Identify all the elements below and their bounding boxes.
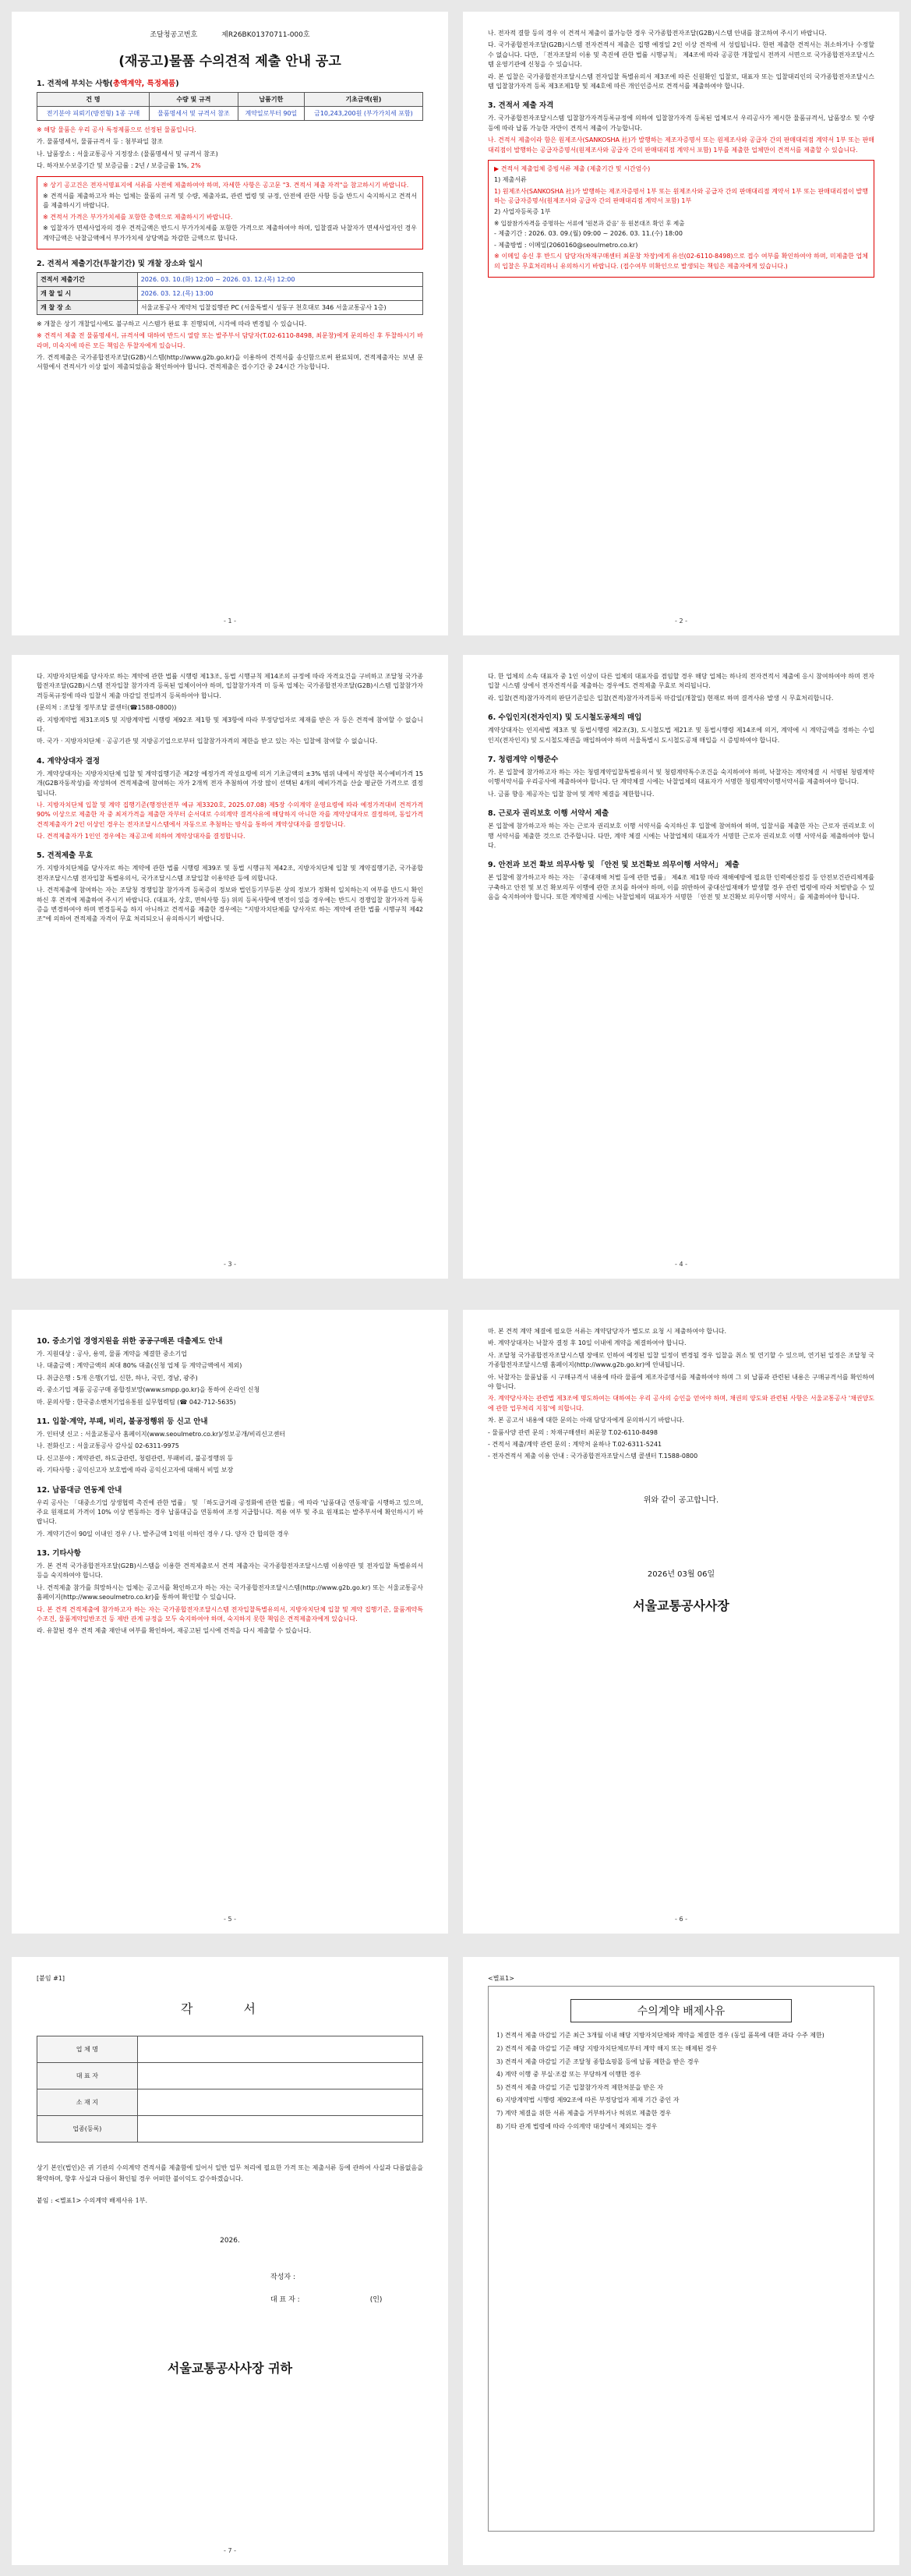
- appendix-label: <별표1>: [488, 1975, 514, 1982]
- list-item: 가. 본 견적 국가종합전자조달(G2B)시스템을 이용한 견적제출로서 견적 제출자는 국가종합전자조달시스템 이용약관 및 전자입찰 특별유의서 등을 숙지하여야 합니다.: [37, 1562, 423, 1580]
- special-item-note: ※ 해당 물품은 우리 공사 특정제품으로 선정된 물품입니다.: [37, 126, 196, 133]
- col-deadline: 납품기한: [238, 93, 304, 107]
- list-item: 다. 취급은행 : 5개 은행(기업, 신한, 하나, 국민, 경남, 광주): [37, 1374, 198, 1382]
- list-item: 다. 신고분야 : 계약관련, 하도급관련, 청렴관련, 부패비리, 불공정행위 등: [37, 1454, 234, 1462]
- section-5-heading: 5. 견적제출 무효: [37, 851, 93, 861]
- list-item: 가. 지원대상 : 공사, 용역, 물품 계약을 체결한 중소기업: [37, 1350, 187, 1357]
- list-item: 나. 견적제출에 참여하는 자는 조달청 경쟁입찰 참가자격 등록증의 정보와 법인등기부등본 상의 정보가 정확히 일치하는지 여부를 반드시 확인하신 후 견적에 제출하여 주시기 바랍니다. (대표자, 상호, 면허사항 등) 위의 등록사항에 변경이 있을 경우에는 반드시 경쟁입찰 참가자격 등록증을 변경하여야 하며 변경등록을 하지 아니하고 견적서를 제출한 경우에는 "지방자치단체를 당사자로 하는 계약에 관한 법률 시행규칙 제42조"에 의하여 견적제출 자격이 무효 처리되오니 유의하시기 바랍니다.: [37, 886, 423, 923]
- page-number: - 1 -: [224, 617, 236, 625]
- col-name: 건 명: [37, 93, 150, 107]
- appendix-title: 수의계약 배제사유: [570, 1999, 792, 2022]
- rep-line: [37, 2294, 423, 2304]
- list-item: 라. 입찰(견적)참가자격의 판단기준일은 입찰(견적)참가자격등록 마감일(개찰일) 현재로 하며 결격사유 발생 시 무효처리합니다.: [488, 694, 834, 702]
- list-item: 사. 조달청 국가종합전자조달시스템 장애로 인하여 예정된 입찰 일정이 변경될 경우 입찰을 취소 및 연기할 수 있으며, 연기된 일정은 조달청 국가종합전자조달시스템 홈페이지(http://www.g2b.go.kr)에 안내됩니다.: [488, 1351, 874, 1369]
- list-item: 라. 유찰된 경우 견적 제출 재안내 여부를 확인하여, 재공고된 일시에 견적을 다시 제출할 수 있습니다.: [37, 1627, 312, 1635]
- list-item: 라. 중소기업 제품 공공구매 종합정보망(www.smpp.go.kr)을 통하여 온라인 신청: [37, 1386, 260, 1394]
- document-page-7: [12, 1957, 448, 2565]
- seal-label: (인): [369, 2296, 383, 2305]
- schedule-label: 견적서 제출기간: [37, 272, 138, 286]
- list-item: ※ 개찰은 상기 개찰일시에도 불구하고 시스템가 완료 후 진행되며, 시각에 따라 변경될 수 있습니다.: [37, 320, 307, 327]
- notice-number: 제R26BK01370711-000호: [221, 31, 310, 39]
- form-field[interactable]: [137, 2036, 422, 2063]
- contact-line: - 전자견적서 제출 이용 안내 : 국가종합전자조달시스템 콜센터 T.1588-0800: [488, 1453, 698, 1460]
- section-3-heading: 3. 견적서 제출 자격: [488, 101, 554, 111]
- list-item: 다. 국가종합전자조달(G2B)시스템 전자견적서 제출은 집행 예정일 2인 이상 견적에 서 성립됩니다. 한편 제출한 견적서는 취소하거나 수정할 수 없습니다. 다만, 「전자조달의 이용 및 촉진에 관한 법률 시행규칙」 제4조에 따라 공공한 개찰일시 전까지 서면으로 국가종합전자조달시스템 운영기관에 신청을 수 있습니다.: [488, 41, 874, 69]
- cell-price: 금10,243,200원 (부가가치세 포함): [304, 107, 422, 121]
- cell-name: 전기분야 피뢰기(방전형) 1종 구매: [37, 107, 150, 121]
- document-page-5: [12, 1310, 448, 1934]
- list-item: 다. 견적제출자가 1인인 경우에는 재공고에 의하여 계약상대자를 결정합니다.: [37, 833, 245, 840]
- heading-red-text: 총액계약, 특정제품: [112, 80, 176, 88]
- notice-box: [37, 176, 423, 249]
- cell-deadline: 계약일로부터 90일: [238, 107, 304, 121]
- signature-name: 서울교통공사사장: [633, 1598, 729, 1613]
- list-item: ※ 견적서 제출 전 물품명세서, 규격서에 대하여 반드시 열람 또는 발주부서 담당자(T.02-6110-8498, 최문창)에게 문의하신 후 투찰하시기 바라며, 미숙지에 따른 모든 책임은 투찰자에게 있습니다.: [37, 332, 423, 349]
- page-number: - 4 -: [675, 1261, 687, 1268]
- appendix-item: 2) 견적서 제출 마감일 기준 해당 지방자치단체로부터 계약 해지 또는 해제된 경우: [496, 2044, 718, 2052]
- scanned-appendix: [488, 1986, 874, 2532]
- item-table: [37, 92, 423, 121]
- list-item: 나. 금품 향응 제공자는 입찰 참여 및 계약 체결을 제한합니다.: [488, 790, 655, 798]
- box-line: - 제출방법 : 이메일(2060160@seoulmetro.co.kr): [494, 241, 638, 249]
- list-item-text: 다. 하자보수보증기간 및 보증금률 : 2년 / 보증금률 1%: [37, 162, 187, 170]
- box-title: ▶ 견적서 제출업체 증빙서류 제출 (제출기간 및 시간엄수): [494, 165, 651, 172]
- document-page-8: [463, 1957, 899, 2565]
- section-1-heading: [37, 77, 423, 88]
- list-item: 다. 지방자치단체를 당사자로 하는 계약에 관한 법률 시행령 제13조, 동법 시행규칙 제14조의 규정에 따라 자격요건을 구비하고 조달청 국가종합전자조달(G2B)시스템 전자입찰 참가자격 등록된 업체이어야 하며, 입찰참가자격 미 등록 업체는 국가종합전자조달(G2B)시스템 입찰참가자격등록규정에 따라 입찰서 제출 마감일 전일까지 등록하여야 합니다.: [37, 673, 423, 699]
- box-line: ※ 입찰참가자격을 증명하는 서류에 '원본과 같음' 등 원본대조 확인 후 제출: [494, 219, 685, 227]
- pledge-body: 상기 본인(법인)은 귀 기관의 수의계약 견적서를 제출함에 있어서 일반 업무 처리에 필요한 가격 또는 제출서류 등에 관하여 사실과 다름없음을 확약하며, 향후 사실과 다름이 확인될 경우 어떠한 불이익도 감수하겠습니다.: [37, 2164, 423, 2182]
- section-9-heading: 9. 안전과 보건 확보 의무사항 및 「안전 및 보건확보 의무이행 서약서」 제출: [488, 861, 740, 870]
- list-item: 라. 지방계약법 제31조의5 및 지방계약법 시행령 제92조 제1항 및 제3항에 따라 부정당업자로 제재를 받은 자 등은 견적에 참여할 수 없습니다.: [37, 716, 423, 733]
- list-item: 마. 국가 · 지방자치단체 · 공공기관 및 지방공기업으로부터 입찰참가자격의 제한을 받고 있는 자는 입찰에 참여할 수 없습니다.: [37, 738, 378, 745]
- rep-label: 대 표 자 :: [270, 2296, 300, 2305]
- office-label: 조달청공고번호: [150, 31, 198, 39]
- pledge-form-table: [37, 2036, 423, 2143]
- schedule-label: 개 찰 장 소: [37, 300, 138, 314]
- form-label: 업종(등록): [37, 2116, 138, 2143]
- box-line: ※ 견적서 가격은 부가가치세를 포함한 총액으로 제출하시기 바랍니다.: [43, 213, 233, 221]
- list-item: 나. 지방자치단체 입찰 및 계약 집행기준(행정안전부 예규 제3320호, 2025.07.08) 제5장 수의계약 운영요령에 따라 예정가격대비 견적가격 90% 이상으로 제출한 자 중 최저가격을 제출한 자부터 순서대로 수의계약 결격사유에 해당하지 아니한 자를 계약상대자로 결정하며, 동일가격 견적제출자가 2인 이상인 경우는 전자조달시스템에서 자동으로 추첨하는 방식을 통하여 계약상대자를 결정합니다.: [37, 801, 423, 828]
- list-item: 우리 공사는 「대중소기업 상생협력 촉진에 관한 법률」 및 「하도급거래 공정화에 관한 법률」에 따라 '납품대금 연동제'를 시행하고 있으며, 주요 원재료의 가격이 10% 이상 변동하는 경우 납품대금을 연동하여 조정 지급합니다. 적용 여부 및 주요 원재료는 발주부서에 확인하시기 바랍니다.: [37, 1499, 423, 1526]
- page-title: (재공고)물품 수의견적 제출 안내 공고: [118, 54, 341, 69]
- evidence-box: [488, 160, 874, 278]
- document-page-6: [463, 1310, 899, 1934]
- page-number: - 7 -: [224, 2547, 236, 2554]
- schedule-table: [37, 272, 423, 315]
- list-item: [37, 161, 423, 171]
- document-page-1: [12, 12, 448, 635]
- list-item: 가. 계약상대자는 지방자치단체 입찰 및 계약집행기준 제2장 예정가격 작성요령에 의거 기초금액의 ±3% 범위 내에서 작성한 복수예비가격 15개(G2B자동작성)를 작성하여 견적제출에 참여하는 자가 2개씩 전자 추첨하여 가장 많이 선택된 4개의 예비가격을 산술 평균한 가격으로 결정됩니다.: [37, 770, 423, 797]
- writer-line: [37, 2271, 423, 2281]
- appendix-item: 8) 기타 관계 법령에 따라 수의계약 대상에서 제외되는 경우: [496, 2122, 658, 2130]
- list-item: (문의처 : 조달청 정부조달 콜센터(☎1588-0800)): [37, 704, 177, 712]
- notice-date: 2026년 03월 06일: [647, 1569, 715, 1579]
- form-label: 소 재 지: [37, 2089, 138, 2116]
- pledge-year: 2026.: [220, 2237, 240, 2245]
- section-11-heading: 11. 입찰·계약, 부패, 비리, 불공정행위 등 신고 안내: [37, 1417, 208, 1426]
- document-page-4: [463, 655, 899, 1279]
- form-title: 각 서: [181, 2001, 279, 2017]
- schedule-value: 2026. 03. 10.(화) 12:00 ~ 2026. 03. 12.(목) 12:00: [137, 272, 422, 286]
- box-line: ※ 이메일 송신 후 반드시 담당자(차재구매센터 최문창 차장)에게 유선(02-6110-8498)으로 접수 여부를 확인하여야 하며, 미제출한 업체의 입찰은 무효처리하니 유의하시기 바랍니다. (접수여부 미확인으로 발생되는 책임은 제출자에게 있습니다.): [494, 253, 868, 270]
- page-number: - 2 -: [675, 617, 687, 625]
- section-7-heading: 7. 청렴계약 이행준수: [488, 755, 559, 764]
- list-item: 가. 국가종합전자조달시스템 입찰참가자격등록규정에 의하여 입찰참가자격 등록된 업체로서 우리공사가 제시한 물품규격서, 납품장소 및 수량 등에 따라 납품 가능한 자만이 견적서 제출이 가능합니다.: [488, 115, 874, 132]
- page-number: - 6 -: [675, 1916, 687, 1923]
- box-line: ※ 상기 공고건은 전자서명표지에 서류를 사전에 제출하여야 하며, 자세한 사항은 공고문 "3. 견적서 제출 자격"을 참고하시기 바랍니다.: [43, 181, 409, 189]
- list-item: 마. 문의사항 : 한국중소벤처기업유통원 실무협력팀 (☎ 042-712-5635): [37, 1398, 236, 1406]
- page-number: - 5 -: [224, 1916, 236, 1923]
- list-item: 나. 견적제출 참가를 희망하시는 업체는 공고서를 확인하고자 하는 자는 국가종합전자조달시스템(http://www.g2b.go.kr) 또는 서울교통공사 홈페이지(http://www.seoulmetro.co.kr)를 통하여 확인할 수 있습니다.: [37, 1583, 423, 1601]
- closing-text: 위와 같이 공고합니다.: [643, 1495, 719, 1505]
- box-line: ※ 입찰자가 면세사업자의 경우 견적금액은 반드시 부가가치세를 포함한 가격으로 제출하여야 하며, 입찰결과 낙찰자가 면세사업자인 경우 계약금액은 낙찰금액에서 부가가치세 상당액을 차감한 금액으로 합니다.: [43, 225, 417, 242]
- box-line: 1) 원제조사(SANKOSHA 社)가 발행하는 제조자증명서 1부 또는 원제조사와 공급자 간의 판매대리점 계약서 1부 또는 판매대리점이 발행하는 공급자증명서(원제조사와 공급자 간의 판매대리점 계약서 포함) 1부: [494, 187, 868, 205]
- list-item-tail: , 2%: [186, 162, 201, 170]
- section-4-heading: 4. 계약상대자 결정: [37, 756, 101, 766]
- list-item: 본 입찰에 참가하고자 하는 자는 근로자 권리보호 이행 서약서를 숙지하신 후 입찰에 참여하여 하며, 입찰서를 제출한 자는 근로자 권리보호 이행 서약서를 제출한 것으로 간주합니다. 다만, 계약 체결 시에는 낙찰업체의 대표자가 서명한 근로자 권리보호 이행 서약서를 제출하여야 합니다.: [488, 823, 874, 849]
- notice-header: [37, 29, 423, 39]
- document-page-3: [12, 655, 448, 1279]
- form-field[interactable]: [137, 2116, 422, 2143]
- list-item: 가. 물품명세서, 물품규격서 등 : 첨부파일 참조: [37, 138, 164, 146]
- list-item: 가. 본 입찰에 참가하고자 하는 자는 청렴계약입찰특별유의서 및 청렴계약특수조건을 숙지하여야 하며, 낙찰자는 계약체결 시 서명된 청렴계약이행서약서를 우리공사에 제출하여야 합니다. 단 계약체결 시에는 낙찰업체의 대표자가 서명한 청렴계약이행서약서를 제출하여야 합니다.: [488, 768, 874, 786]
- appendix-item: 4) 계약 이행 중 부실·조잡 또는 부당하게 이행한 경우: [496, 2071, 641, 2079]
- schedule-value: 2026. 03. 12.(목) 13:00: [137, 286, 422, 300]
- appendix-item: 1) 견적서 제출 마감일 기준 최근 3개월 이내 해당 지방자치단체와 계약을 체결한 경우 (동일 품목에 대한 과다 수주 제한): [496, 2032, 824, 2040]
- list-item: 자. 계약당사자는 관련법 제3조에 명도하여는 대하여는 우리 공사의 승인을 얻어야 하며, 채권의 양도와 관련된 사항은 서울교통공사 '채권양도에 관한 업무처리 지침'에 의합니다.: [488, 1395, 874, 1412]
- section-10-heading: 10. 중소기업 경영지원을 위한 공공구매론 대출제도 안내: [37, 1337, 223, 1346]
- cell-qty: 물품명세서 및 규격서 참조: [149, 107, 238, 121]
- box-line: - 제출기간 : 2026. 03. 09.(월) 09:00 ~ 2026. 03. 11.(수) 18:00: [494, 230, 683, 238]
- pledge-attachment: 붙임 : <별표1> 수의계약 배제사유 1부.: [37, 2196, 148, 2204]
- schedule-value: 서울교통공사 계약처 입찰집행관 PC (서울특별시 성동구 천호대로 346 서울교통공사 1층): [137, 300, 422, 314]
- appendix-item: 5) 견적서 제출 마감일 기준 입찰참가자격 제한처분을 받은 자: [496, 2083, 664, 2091]
- list-item: 본 입찰에 참가하고자 하는 자는 「중대재해 처벌 등에 관한 법률」 제4조 제1항 따라 재해예방에 필요한 인력예산점검 등 안전보건관리체계를 구축하고 안전 및 보건 확보의무 이행에 관한 조치를 하여야 하며, 이를 위반하여 중대산업재해가 발생할 경우 관련 법령에 따라 처벌받을 수 있음을 숙지하여야 합니다. 또한 계약체결 시에는 낙찰업체의 대표자가 서명한 「안전 및 보건확보 의무이행 서약서」를 제출하여야 합니다.: [488, 874, 874, 901]
- box-line: 1) 제출서류: [494, 176, 527, 184]
- list-item: 라. 기타사항 : 공익신고자 보호법에 따라 공익신고자에 대해서 비밀 보장: [37, 1467, 234, 1474]
- page-number: - 3 -: [224, 1261, 236, 1268]
- form-label: 대 표 자: [37, 2063, 138, 2089]
- contact-line: - 물품사양 관련 문의 : 차재구매센터 최문창 T.02-6110-8498: [488, 1428, 658, 1436]
- box-line: 2) 사업자등록증 1부: [494, 208, 551, 216]
- list-item: 가. 지방자치단체를 당사자로 하는 계약에 관한 법률 시행령 제39조 및 동법 시행규칙 제42조, 지방자치단체 입찰 및 계약집행기준, 국가종합전자조달시스템 전자입찰 특별유의서, 국가조달시스템 조달입찰 이용약관 등에 의합니다.: [37, 865, 423, 882]
- list-item: 다. 한 업체의 소속 대표자 중 1인 이상이 다른 업체의 대표자를 겸임할 경우 해당 업체는 하나의 전자견적서 제출에 응시 참여하여야 하며 전자입찰 시스템 상에서 전자견적서를 제출하는 경우에도 견적제출 무효로 처리됩니다.: [488, 673, 874, 690]
- list-item: 계약상대자는 인지세법 제3조 및 동법시행령 제2조(3), 도시철도법 제21조 및 동법시행령 제14조에 의거, 계약에 시 계약금액을 정하는 수입인지(전자인지) 및 도시철도채권을 매입하여야 하며 서울특별시 도시철도공채 매입을 시 증빙하여야 합니다.: [488, 727, 874, 744]
- col-price: 기초금액(원): [304, 93, 422, 107]
- section-12-heading: 12. 납품대금 연동제 안내: [37, 1485, 122, 1495]
- col-qty: 수량 및 규격: [149, 93, 238, 107]
- contact-line: - 견적서 제출/계약 관련 문의 : 계약처 윤하나 T.02-6311-5241: [488, 1440, 662, 1448]
- list-item: 나. 대출금액 : 계약금액의 최대 80% 대출(신청 업체 등 계약금액에서 제외): [37, 1362, 242, 1370]
- list-item: 나. 납품장소 : 서울교통공사 지정장소 (물품명세서 및 규격서 참조): [37, 150, 218, 157]
- list-item: 다. 본 견적 견적제출에 참가하고자 하는 자는 국가종합전자조달시스템 전자입찰특별유의서, 지방자치단체 입찰 및 계약 집행기준, 물품계약특수조건, 물품계약일반조건 등 제반 관계 규정을 모두 숙지하여야 하며, 숙지하지 못한 책임은 견적제출자에게 있습니다.: [37, 1605, 423, 1623]
- addressee: 서울교통공사사장 귀하: [167, 2361, 293, 2376]
- list-item: 마. 본 견적 계약 체결에 필요한 서류는 계약담당자가 별도로 요청 시 제출하여야 합니다.: [488, 1328, 727, 1335]
- list-item: 나. 전화신고 : 서울교통공사 감사실 02-6311-9975: [37, 1442, 179, 1450]
- list-item: 가. 견적제출은 국가종합전자조달(G2B)시스템(http://www.g2b.go.kr)을 이용하여 견적서를 송신함으로써 완료되며, 견적제출자는 보낸 문서함에서 견적서가 이상 없이 제출되었음을 확인하여야 합니다. 견적제출은 접수기간 중 24시간 가능합니다.: [37, 354, 423, 371]
- list-item: 아. 낙찰자는 물품납품 시 구매규격서 내용에 따라 물품에 제조자증명서를 제출하여야 하며 그 외 납품과 관련된 내용은 구매규격서를 확인하여야 합니다.: [488, 1373, 874, 1390]
- form-label: 업 체 명: [37, 2036, 138, 2063]
- box-line: ※ 견적서를 제출하고자 하는 업체는 물품의 규격 및 수량, 제출자료, 관련 법령 및 규정, 안전에 관한 사항 등을 반드시 숙지하시고 견적서를 제출하시기 바랍니다.: [43, 192, 417, 210]
- attachment-label: [붙임 #1]: [37, 1975, 65, 1982]
- schedule-label: 개 찰 일 시: [37, 286, 138, 300]
- document-page-2: [463, 12, 899, 635]
- list-item: 차. 본 공고서 내용에 대한 문의는 아래 담당자에게 문의하시기 바랍니다.: [488, 1417, 685, 1424]
- form-field[interactable]: [137, 2089, 422, 2116]
- heading-end: ): [175, 80, 179, 88]
- section-8-heading: 8. 근로자 권리보호 이행 서약서 제출: [488, 809, 609, 819]
- appendix-item: 7) 계약 체결을 위한 서류 제출을 거부하거나 허위로 제출한 경우: [496, 2109, 672, 2117]
- list-item: 가. 계약기간이 90일 이내인 경우 / 나. 발주금액 1억원 이하인 경우 / 다. 양자 간 합의한 경우: [37, 1530, 289, 1537]
- section-6-heading: 6. 수입인지(전자인지) 및 도시철도공채의 매입: [488, 713, 642, 723]
- section-2-heading: 2. 견적서 제출기간(투찰기간) 및 개찰 장소와 일시: [37, 259, 203, 268]
- list-item: 나. 견적서 제출이라 함은 원제조사(SANKOSHA 社)가 발행하는 제조자증명서 또는 원제조사와 공급자 간의 판매대리점 계약서 1부 또는 판매대리점이 발행하는 공급자증명서(원제조사와 공급자 간의 판매대리점 계약서 포함) 1부를 제출한 업체만이 견적서를 제출할 수 있습니다.: [488, 136, 874, 154]
- writer-label: 작성자 :: [270, 2273, 295, 2282]
- list-item: 라. 본 입찰은 국가종합전자조달시스템 전자입찰 특별유의서 제3조에 따른 신원확인 입찰로, 대표자 또는 입찰대리인의 국가종합전자조달시스템 입찰참가자격 등록 제3조제1항 및 제4호에 따른 개인인증서로 견적서를 제출하여야 합니다.: [488, 73, 874, 90]
- form-field[interactable]: [137, 2063, 422, 2089]
- appendix-item: 3) 견적서 제출 마감일 기준 조달청 종합쇼핑몰 등에 납품 제한을 받은 경우: [496, 2058, 700, 2065]
- appendix-item: 6) 지방계약법 시행령 제92조에 따른 부정당업자 제재 기간 중인 자: [496, 2097, 680, 2104]
- list-item: 바. 계약상대자는 낙찰자 결정 후 10일 이내에 계약을 체결하여야 합니다.: [488, 1339, 687, 1347]
- heading-text: 1. 견적에 부치는 사항(: [37, 80, 113, 88]
- list-item: 가. 인터넷 신고 : 서울교통공사 홈페이지(www.seoulmetro.co.kr)/정보공개/비리신고센터: [37, 1430, 286, 1438]
- list-item: 나. 전자적 결함 등의 경우 이 견적서 제출이 불가능한 경우 국가종합전자조달(G2B)시스템 안내를 참고하여 주시기 바랍니다.: [488, 30, 827, 37]
- section-13-heading: 13. 기타사항: [37, 1549, 81, 1559]
